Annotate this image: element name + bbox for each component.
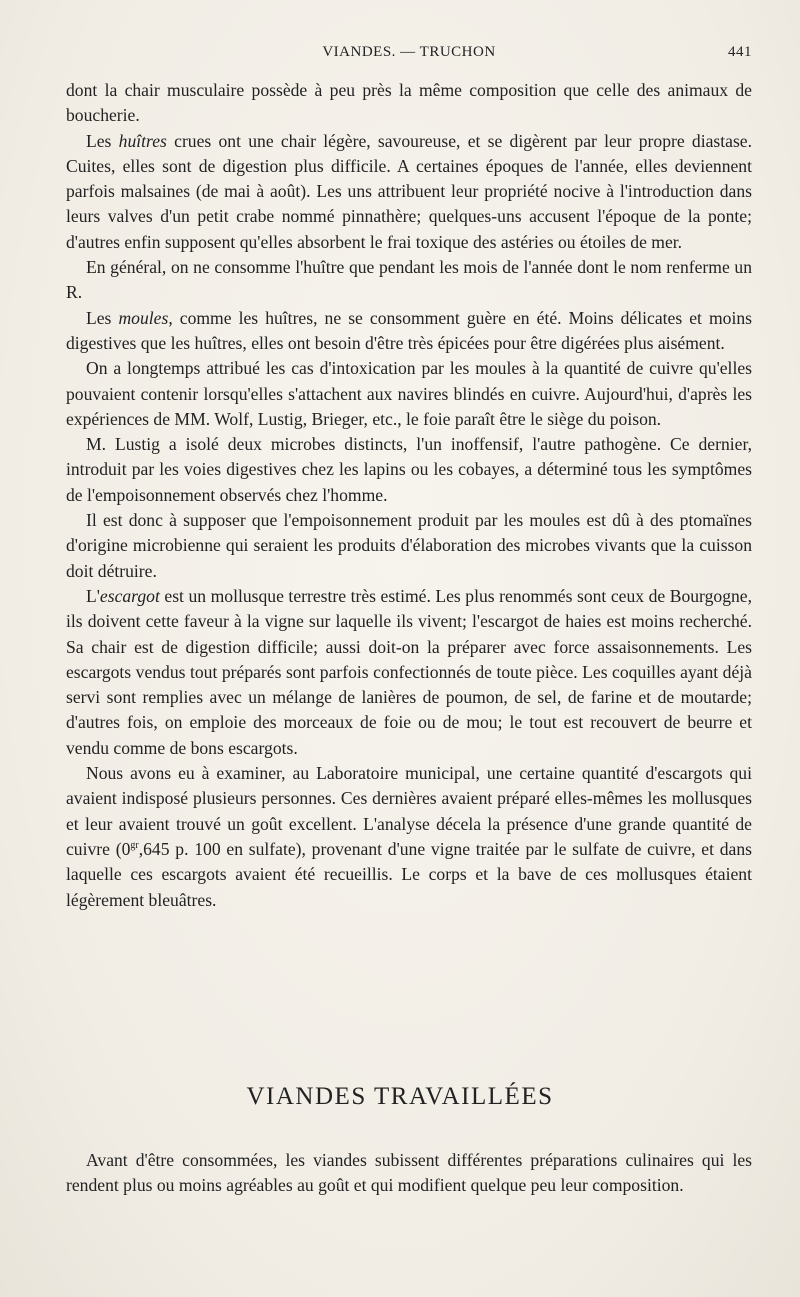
paragraph: Avant d'être consommées, les viandes subissent différentes préparations culinaires qui les rendent plus ou moins agréables au goût et qui modifient quelque peu leur composition. <box>66 1150 752 1196</box>
page-header <box>66 44 752 66</box>
term-escargot: escargot <box>99 585 160 606</box>
paragraph: On a longtemps attribué les cas d'intoxication par les moules à la quantité de cuivre qu'elles pouvaient contenir lorsqu'elles s'attachent aux navires blindés en cuivre. Aujourd'hui, d'après les expériences de MM. Wolf, Lustig, Brieger, etc., le foie paraît être le siège du poison. <box>66 358 752 429</box>
term-huitres: huîtres <box>118 130 167 151</box>
paragraph: Nous avons eu à examiner, au Laboratoire municipal, une certaine quantité d'escargots qui avaient indisposé plusieurs personnes. Ces dernières avaient préparé elles-mêmes les mollusques et leur avaient trouvé un goût excellent. L'analyse décela la présence d'une grande quantité de cuivre ($0^{gr},645$ p. 100 en sulfate), provenant d'une vigne traitée par le sulfate de cuivre, et dans laquelle ces escargots avaient été recueillis. Le corps et la bave de ces mollusques étaient légèrement bleuâtres. <box>66 763 753 910</box>
body-text <box>66 78 752 913</box>
term-moules: moules <box>118 307 169 328</box>
paragraph: M. Lustig a isolé deux microbes distincts, l'un inoffensif, l'autre pathogène. Ce dernier, introduit par les voies digestives chez les lapins ou les cobayes, a déterminé tous les symptômes de l'empoisonnement observés chez l'homme. <box>66 434 752 505</box>
paragraph: Il est donc à supposer que l'empoisonnement produit par les moules est dû à des ptomaïnes d'origine microbienne qui seraient les produits d'élaboration des microbes vivants que la cuisson doit détruire. <box>66 510 752 581</box>
paragraph: dont la chair musculaire possède à peu près la même composition que celle des animaux de boucherie. <box>66 80 752 126</box>
section-title: VIANDES TRAVAILLÉES <box>246 1083 554 1110</box>
paragraph-huitres: Les huîtres crues ont une chair légère, savoureuse, et se digèrent par leur propre diastase. Cuites, elles sont de digestion plus difficile. A certaines époques de l'année, elles deviennent parfois malsaines (de mai à août). Les uns attribuent leur propriété nocive à l'introduction dans leurs valves d'un petit crabe nommé pinnathère; quelques-uns accusent l'époque de la ponte; d'autres enfin supposent qu'elles absorbent le frai toxique des astéries ou étoiles de mer. <box>66 130 752 252</box>
section-body <box>66 1148 752 1199</box>
page-number: 441 <box>728 44 752 60</box>
unit-superscript: gr <box>130 840 139 852</box>
paragraph-escargot: L'escargot est un mollusque terrestre très estimé. Les plus renommés sont ceux de Bourgogne, ils doivent cette faveur à la vigne sur laquelle ils vivent; l'escargot de haies est moins recherché. Sa chair est de digestion difficile; aussi doit-on la préparer avec force assaisonnements. Les escargots vendus tout préparés sont parfois confectionnés de toute pièce. Les coquilles ayant déjà servi sont remplies avec un mélange de lanières de poumon, de sel, de farine et de moutarde; d'autres fois, on emploie des morceaux de foie ou de mou; le tout est recouvert de beurre et vendu comme de bons escargots. <box>66 585 752 758</box>
running-title: VIANDES. — TRUCHON <box>322 44 496 60</box>
paragraph: En général, on ne consomme l'huître que pendant les mois de l'année dont le nom renferme un R. <box>66 257 752 303</box>
paragraph-moules: Les moules, comme les huîtres, ne se consomment guère en été. Moins délicates et moins digestives que les huîtres, elles ont besoin d'être très épicées pour être digérées plus aisément. <box>66 307 752 353</box>
